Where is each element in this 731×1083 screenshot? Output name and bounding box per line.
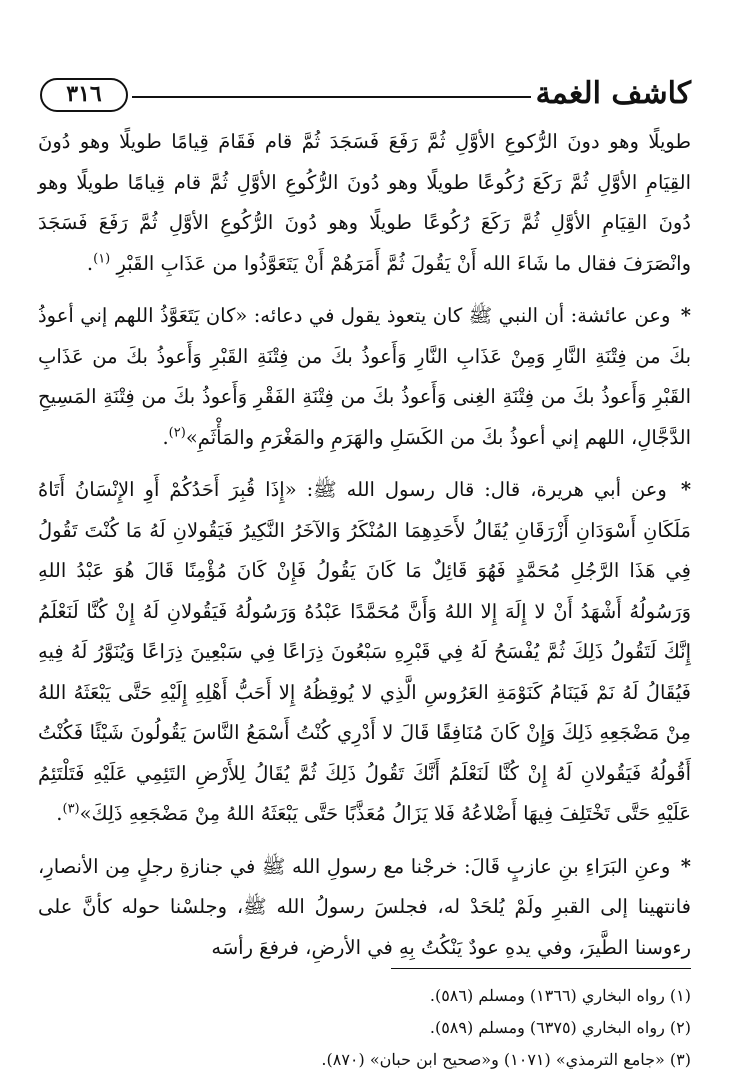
running-title: كاشف الغمة (535, 76, 691, 111)
paragraph-text: وعن أبي هريرة، قال: قال رسول الله ﷺ: «إِذَا قُبِرَ أَحَدُكُمْ أَوِ الإِنْسَانُ أَتَاهُ مَلَكَانِ أَسْوَدَانِ أَزْرَقَانِ يُقَالُ لأَحَدِهِمَا المُنْكَرُ وَالآخَرُ النَّكِيرُ فَيَقُولانِ لَهُ مَا كُنْتَ تَقُولُ فِي هَذَا الرَّجُلِ مُحَمَّدٍ فَهُوَ قَائِلٌ مَا كَانَ يَقُولُ فَإِنْ كَانَ مُؤْمِنًا قَالَ هُوَ عَبْدُ اللهِ وَرَسُولُهُ أَشْهَدُ أَنْ لا إِلَهَ إِلا اللهُ وَأَنَّ مُحَمَّدًا عَبْدُهُ وَرَسُولُهُ فَيَقُولانِ لَهُ إِنْ كُنَّا لَنَعْلَمُ إِنَّكَ لَتَقُولُ ذَلِكَ ثُمَّ يُفْسَحُ لَهُ فِي قَبْرِهِ سَبْعُونَ ذِرَاعًا فِي سَبْعِينَ ذِرَاعًا وَيُنَوَّرُ لَهُ فِيهِ فَيُقَالُ لَهُ نَمْ فَيَنَامُ كَنَوْمَةِ العَرُوسِ الَّذِي لا يُوقِظُهُ إِلا أَحَبُّ أَهْلِهِ إِلَيْهِ حَتَّى يَبْعَثَهُ اللهُ مِنْ مَضْجَعِهِ ذَلِكَ وَإِنْ كَانَ مُنَافِقًا قَالَ لا أَدْرِي كُنْتُ أَسْمَعُ النَّاسَ يَقُولُونَ شَيْئًا فَكُنْتُ أَقُولُهُ فَيَقُولانِ لَهُ إِنْ كُنَّا لَنَعْلَمُ أَنَّكَ تَقُولُ ذَلِكَ ثُمَّ يُقَالُ لِلأَرْضِ التَئِمِي عَلَيْهِ فَتَلْتَئِمُ عَلَيْهِ حَتَّى تَخْتَلِفَ فِيهَا أَضْلاعُهُ فَلا يَزَالُ مُعَذَّبًا حَتَّى يَبْعَثَهُ اللهُ مِنْ مَضْجَعِهِ ذَلِكَ» (38, 478, 691, 825)
paragraph-end: . (162, 425, 169, 449)
paragraph-text: طويلًا وهو دونَ الرُّكوعِ الأوَّلِ ثُمَّ رَفَعَ فَسَجَدَ ثُمَّ قام فَقَامَ قِيامًا طويلًا وهو دُونَ القِيَامِ الأوَّلِ ثُمَّ رَكَعَ رُكُوعًا طويلًا وهو دُونَ الرُّكُوعِ الأوَّلِ ثُمَّ قام قِيامًا طويلًا وهو دُونَ القِيَامِ الأوَّلِ ثُمَّ رَكَعَ رُكُوعًا طويلًا وهو دُونَ الرُّكُوعِ الأوَّلِ ثُمَّ رَفَعَ فَسَجَدَ وانْصَرَفَ فقال ما شَاءَ الله أَنْ يَقُولَ ثُمَّ أَمَرَهُمْ أَنْ يَتَعَوَّذُوا من عَذَابِ القَبْرِ (38, 130, 691, 275)
paragraph-text: وعنِ البَرَاءِ بنِ عازبٍ قَالَ: خرجْنا مع رسولِ الله ﷺ في جنازةِ رجلٍ مِن الأنصارِ، فانتهينا إلى القبرِ ولَمْ يُلحَدْ له، فجلسَ رسولُ الله ﷺ، وجلسْنا حوله كأنَّ على رءوسنا الطَّيرَ، وفي يدهِ عودٌ يَنْكُتُ بِهِ في الأرضِ، فرفعَ رأسَه (38, 854, 691, 959)
paragraph-3 (38, 470, 691, 835)
footnote-ref: (٢) (168, 425, 186, 440)
main-text (38, 122, 691, 978)
page-header (40, 74, 691, 124)
paragraph-1 (38, 122, 691, 284)
footnotes (40, 980, 691, 1076)
footnote-1: (١) رواه البخاري (١٣٦٦) ومسلم (٥٨٦). (429, 986, 691, 1005)
paragraph-text: وعن عائشة: أن النبي ﷺ كان يتعوذ يقول في دعائه: «كان يَتَعَوَّذُ اللهم إني أعوذُ بكَ من فِتْنَةِ النَّارِ وَمِنْ عَذَابِ النَّارِ وَأَعوذُ بكَ من فِتْنَةِ القَبْرِ وَأَعوذُ بكَ من عَذَابِ القَبْرِ وَأَعوذُ بكَ من فِتْنَةِ الغِنى وَأَعوذُ بكَ من فِتْنَةِ الفَقْرِ وَأَعوذُ بكَ من فِتْنَةِ المَسِيحِ الدَّجَّالِ، اللهم إني أعوذُ بكَ من الكَسَلِ والهَرَمِ والمَغْرَمِ والمَأْثَمِ» (38, 304, 691, 449)
header-rule (132, 96, 531, 98)
footnote-ref: (٣) (62, 801, 80, 817)
paragraph-end: . (56, 802, 63, 825)
paragraph-2 (38, 296, 691, 458)
star-marker: * (680, 854, 691, 878)
star-marker: * (680, 304, 691, 327)
star-marker: * (680, 478, 692, 501)
footnote-divider (391, 968, 691, 969)
paragraph-end: . (86, 251, 94, 275)
paragraph-4 (38, 847, 691, 969)
footnote-2: (٢) رواه البخاري (٦٣٧٥) ومسلم (٥٨٩). (429, 1018, 691, 1037)
footnote-3: (٣) «جامع الترمذي» (١٠٧١) و«صحيح ابن حبان» (٨٧٠). (321, 1050, 691, 1069)
footnote-ref: (١) (93, 251, 111, 266)
page-number: ٣١٦ (40, 78, 128, 112)
